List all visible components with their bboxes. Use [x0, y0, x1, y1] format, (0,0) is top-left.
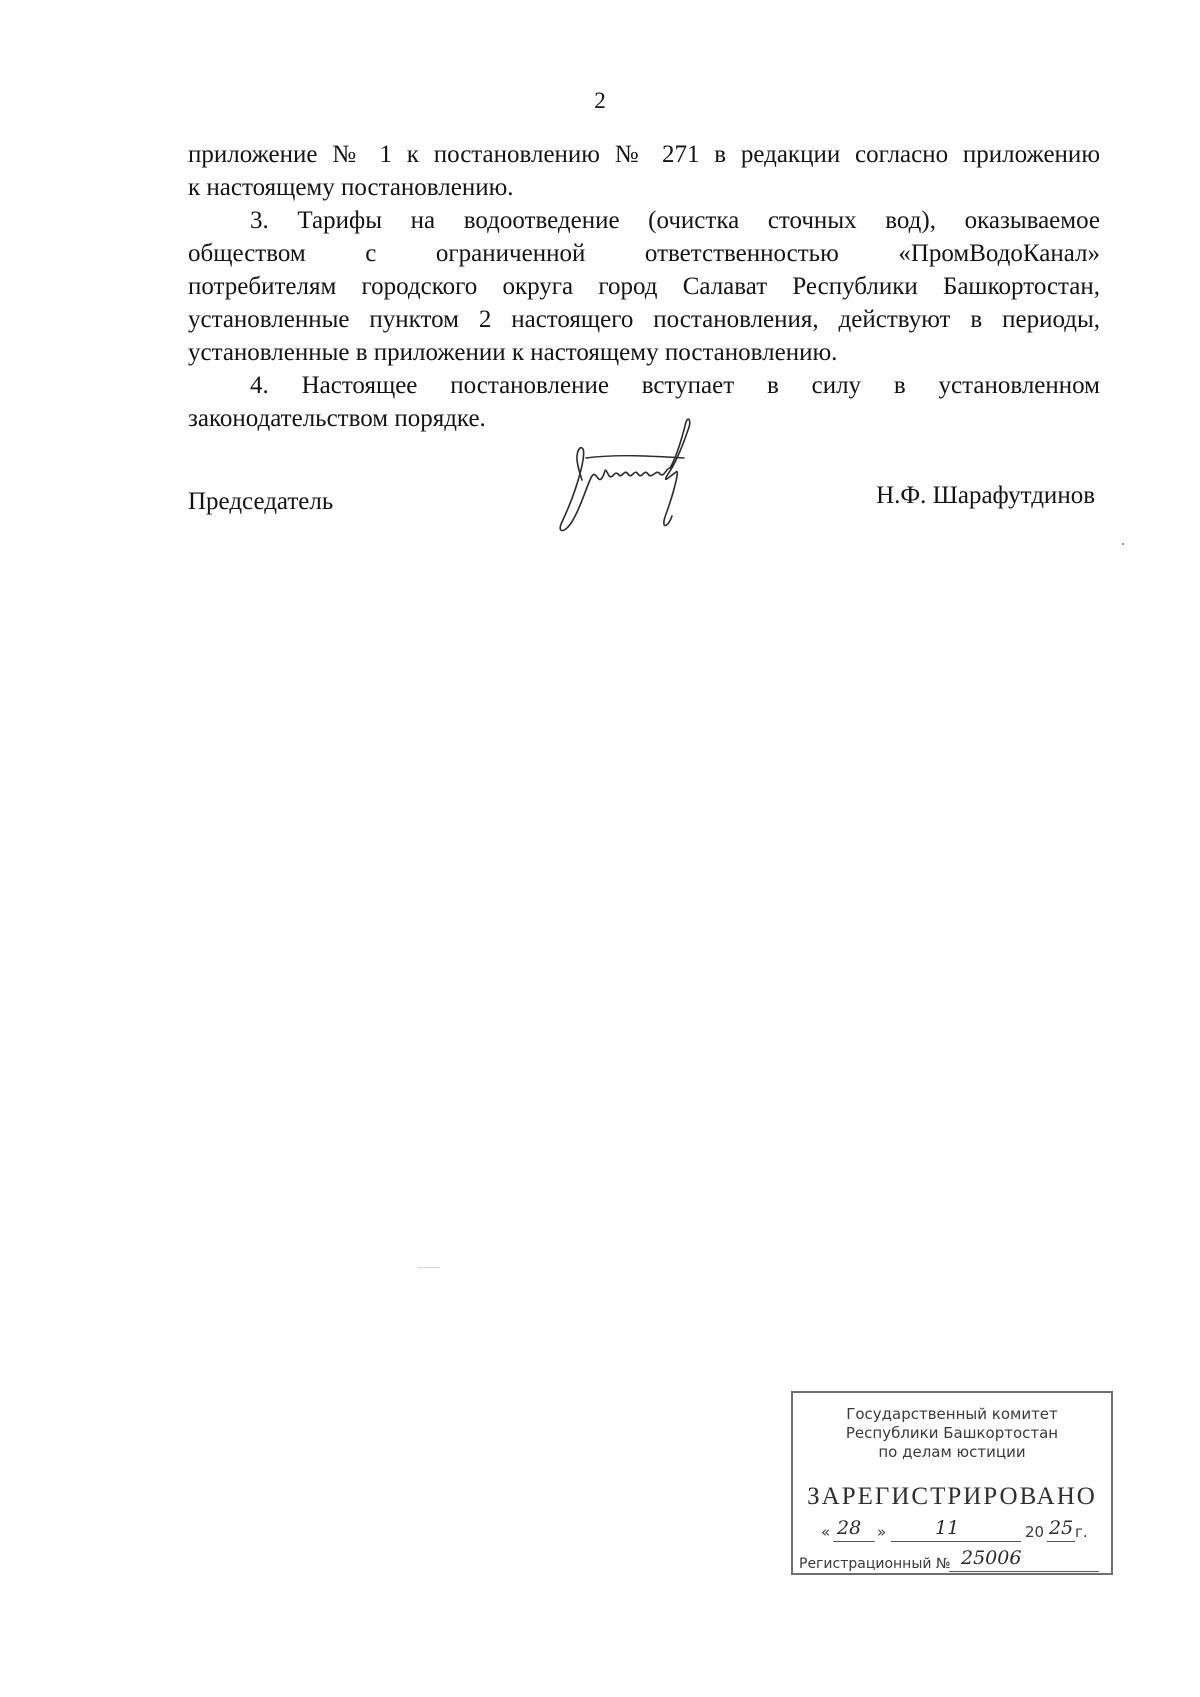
document-body	[188, 138, 1100, 435]
stamp-org-line: Республики Башкортостан	[845, 1424, 1059, 1442]
scan-speck	[1122, 543, 1124, 545]
year-mark: г.	[1075, 1523, 1088, 1541]
paragraph-line: потребителям городского округа город Салават Республики Башкортостан,	[188, 273, 1100, 300]
paragraph-line: установленные в приложении к настоящему постановлению.	[188, 339, 838, 366]
paragraph-line: к настоящему постановлению.	[188, 174, 514, 201]
paragraph-line: законодательством порядке.	[188, 405, 486, 432]
open-quote: «	[821, 1523, 831, 1541]
paragraph-line: обществом с ограниченной ответственностью «ПромВодоКанал»	[188, 240, 1100, 267]
year-prefix: 20	[1025, 1523, 1045, 1541]
stamp-org-line: Государственный комитет	[846, 1405, 1058, 1423]
close-quote: »	[877, 1523, 887, 1541]
registration-underline	[949, 1571, 1099, 1572]
paragraph-line: установленные пунктом 2 настоящего постановления, действуют в периоды,	[188, 306, 1100, 333]
signatory-name: Н.Ф. Шарафутдинов	[876, 482, 1095, 509]
scan-speck	[418, 1267, 440, 1268]
registration-number: 25006	[961, 1547, 1022, 1569]
registration-label: Регистрационный №	[799, 1556, 951, 1572]
handwritten-signature	[556, 418, 706, 538]
date-year: 25	[1049, 1517, 1074, 1539]
stamp-org-line: по делам юстиции	[878, 1443, 1026, 1461]
stamp-status: ЗАРЕГИСТРИРОВАНО	[807, 1483, 1097, 1510]
paragraph-line: приложение № 1 к постановлению № 271 в редакции согласно приложению	[188, 141, 1100, 168]
page-number: 2	[594, 88, 606, 113]
month-underline	[891, 1541, 1021, 1542]
registration-stamp	[791, 1391, 1113, 1575]
stamp-registration	[799, 1547, 1105, 1573]
stamp-date	[821, 1517, 1091, 1543]
year-underline	[1047, 1541, 1075, 1542]
date-day: 28	[837, 1517, 862, 1539]
day-underline	[833, 1541, 875, 1542]
paragraph-line: 3. Тарифы на водоотведение (очистка сточных вод), оказываемое	[250, 207, 1100, 234]
stamp-organization	[793, 1405, 1111, 1462]
date-month: 11	[935, 1517, 960, 1539]
paragraph-line: 4. Настоящее постановление вступает в силу в установленном	[250, 372, 1100, 399]
signatory-title: Председатель	[188, 488, 334, 515]
